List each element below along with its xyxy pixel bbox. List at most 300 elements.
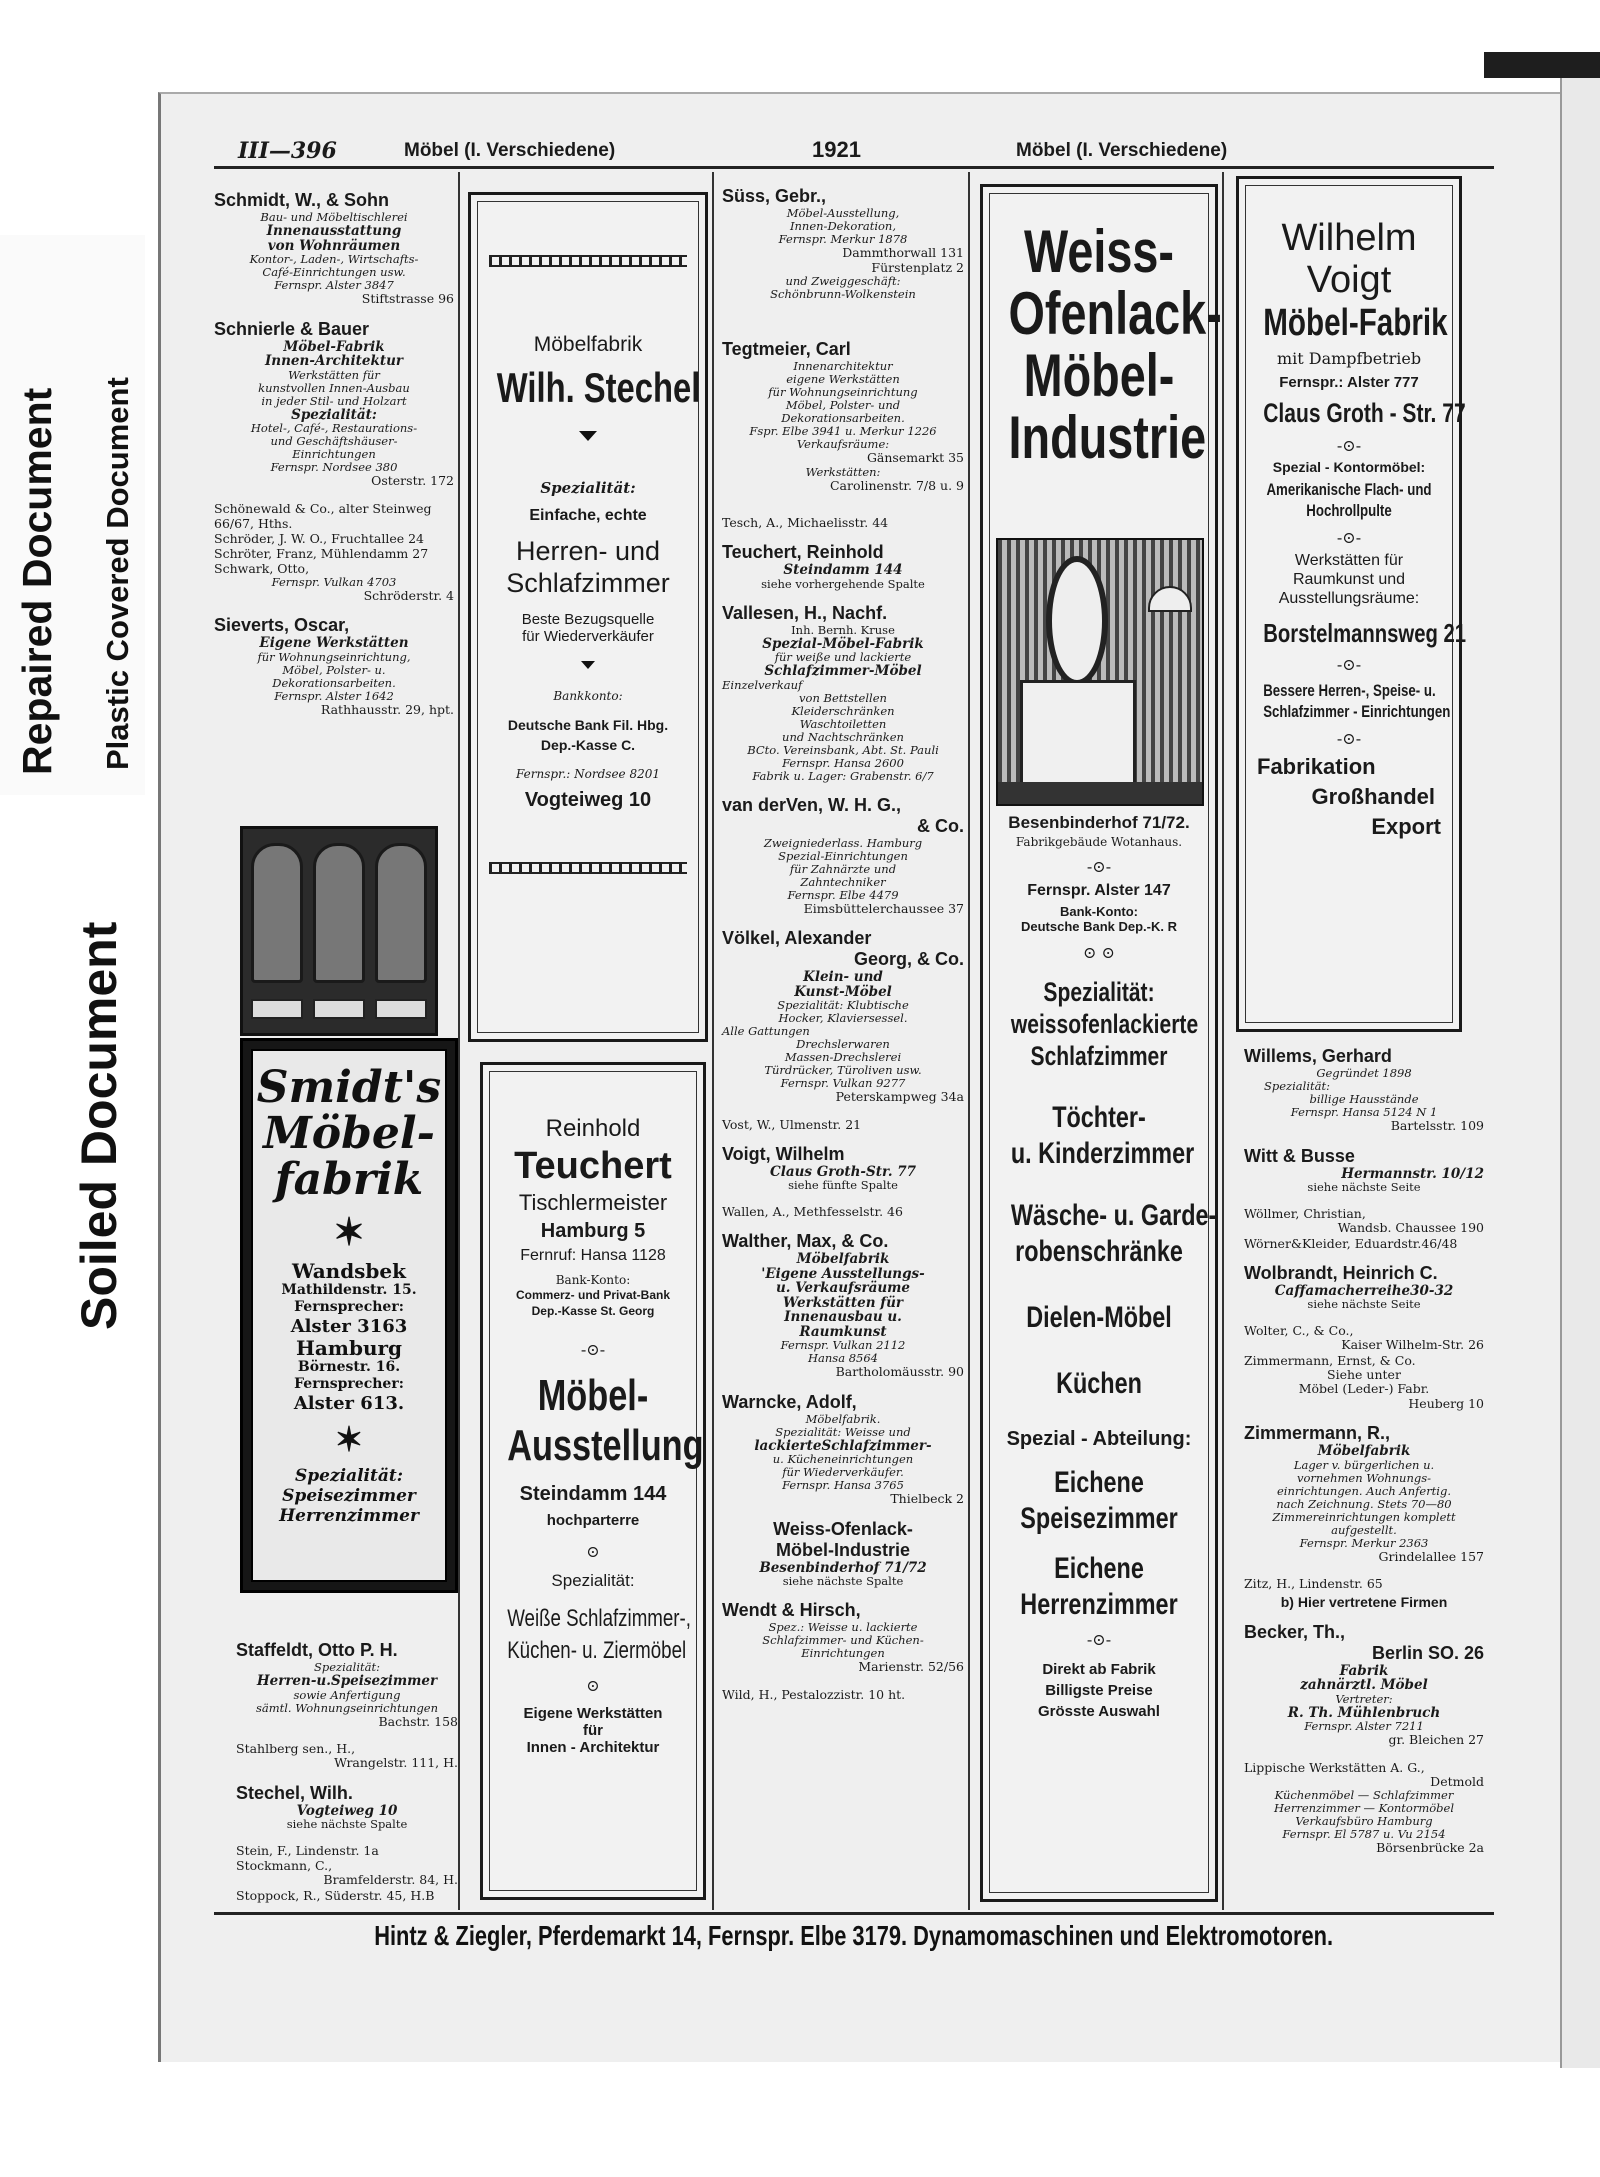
listing-line: Waschtoiletten (799, 716, 887, 731)
listing-address: Fürstenplatz 2 (871, 259, 964, 275)
ad-line: Dep.-Kasse C. (540, 737, 636, 753)
listing-phone: Fernspr. Hansa 3765 (782, 1478, 904, 1492)
listing-line: Kunst-Möbel (794, 983, 892, 1000)
listing-line: Schlafzimmer- und Küchen- (762, 1633, 924, 1647)
ad-line: fabrik (274, 1154, 424, 1205)
listing-line: Klein- und (803, 969, 883, 985)
listing-line: R. Th. Mühlenbruch (1287, 1704, 1441, 1721)
listing-name: Georg, & Co. (853, 949, 964, 969)
listing-line: Werkstätten für (782, 1294, 903, 1311)
listing-line: Schwark, Otto, (214, 560, 310, 576)
listing-group-st (236, 1843, 458, 1903)
teuchert-advertisement (480, 1062, 706, 1900)
listing-vanderven (722, 795, 964, 917)
ad-line: Fernspr. Alster 147 (1027, 882, 1171, 899)
listing-phone: Fernspr. El 5787 u. Vu 2154 (1282, 1827, 1446, 1841)
ad-line: Speisezimmer (1020, 1502, 1178, 1535)
circle-ornament: ⊙ ⊙ (1083, 943, 1115, 962)
listing-line: Werkstätten für (288, 367, 380, 382)
listing-line: Hermannstr. 10/12 (1341, 1165, 1484, 1182)
listing-line: Möbel-Ausstellung, (786, 206, 900, 220)
ad-line: Spezialität: (551, 1571, 635, 1590)
ad-line: Fabrikation (1257, 754, 1376, 779)
listing-wendt (722, 1600, 964, 1675)
listing-name: Becker, Th., (1244, 1621, 1346, 1642)
voigt-advertisement (1236, 176, 1467, 1032)
listing-staffeldt (236, 1640, 458, 1729)
listing-line: Spezialität: (291, 406, 377, 423)
listing-warncke (722, 1392, 964, 1507)
ad-line: Beste Bezugsquelle (521, 611, 655, 628)
listing-suess (722, 186, 964, 301)
ad-line: Bessere Herren-, Speise- u. (1263, 681, 1436, 700)
label-plastic-covered-document: Plastic Covered Document (100, 377, 135, 770)
listing-line: Raumkunst (799, 1323, 887, 1340)
ad-line: Küchen (1056, 1367, 1142, 1400)
listing-address: Grindelallee 157 (1378, 1548, 1484, 1564)
ad-line: Fabrikgebäude Wotanhaus. (1015, 835, 1183, 849)
column-rule (458, 172, 460, 1910)
ad-line: Spezial - Kontormöbel: (1272, 459, 1426, 475)
ad-line: Deutsche Bank Fil. Hbg. (507, 717, 669, 733)
listing-line: Eigene Werkstätten (259, 635, 409, 651)
listing-wallen (722, 1204, 964, 1219)
listing-address: Bramfelderstr. 84, H. (323, 1872, 458, 1887)
listing-line: Massen-Drechslerei (784, 1050, 902, 1064)
column-rule (712, 172, 714, 1910)
ad-line: Steindamm 144 (519, 1483, 667, 1505)
column-1-top (214, 190, 454, 729)
ad-line: u. Kinderzimmer (1010, 1137, 1195, 1170)
listing-line: und Zweiggeschäft: (785, 274, 901, 288)
listing-wild (722, 1687, 964, 1702)
listing-line: siehe nächste Spalte (286, 1817, 408, 1831)
listing-name: Wolbrandt, Heinrich C. (1244, 1262, 1438, 1283)
listing-line: Werkstätten: (805, 464, 881, 479)
listing-line: sämtl. Wohnungseinrichtungen (255, 1700, 439, 1715)
listing-name: Warncke, Adolf, (722, 1391, 857, 1412)
listing-name: Walther, Max, & Co. (722, 1231, 889, 1251)
listing-name: Weiss-Ofenlack- (773, 1518, 913, 1539)
listing-address: gr. Bleichen 27 (1388, 1732, 1484, 1747)
ad-line: Industrie (1008, 404, 1207, 471)
listing-walther (722, 1231, 964, 1380)
listing-phone: Fernspr. Merkur 1878 (778, 232, 908, 246)
ad-line: Spezialität: (540, 479, 636, 497)
listing-line: Spezial-Einrichtungen (778, 848, 908, 863)
listing-line: für Zahnärzte und (789, 861, 897, 876)
listing-name: Möbel-Industrie (776, 1539, 910, 1560)
listing-line: von Bettstellen (799, 690, 887, 705)
ad-line: Eichene (1054, 1466, 1144, 1499)
listing-line: Wild, H., Pestalozzistr. 10 ht. (722, 1686, 906, 1702)
listing-line: Dekorationsarbeiten. (272, 675, 396, 690)
listing-phone: Fspr. Elbe 3941 u. Merkur 1226 (749, 424, 937, 438)
listing-schnierle (214, 319, 454, 489)
listing-line: Stein, F., Lindenstr. 1a (236, 1843, 379, 1858)
listing-line: Lippische Werkstätten A. G., (1244, 1759, 1425, 1775)
ad-line: Hamburg 5 (540, 1220, 646, 1242)
listing-name: Tegtmeier, Carl (722, 339, 851, 359)
listing-voigt (722, 1144, 964, 1193)
ad-line: Spezial - Abteilung: (1006, 1428, 1192, 1450)
listing-line: Möbelfabrik (1317, 1443, 1411, 1459)
listing-line: für Wiederverkäufer. (782, 1465, 904, 1479)
ad-line: Einfache, echte (529, 507, 647, 524)
listing-witt (1244, 1146, 1484, 1195)
listing-line: Innen-Architektur (264, 353, 404, 369)
smidt-advertisement (240, 1038, 458, 1593)
listing-address: Heuberg 10 (1408, 1395, 1484, 1411)
ad-line: Teuchert (514, 1145, 672, 1187)
listing-line: Herren-u.Speisezimmer (256, 1673, 438, 1689)
listing-line: für weiße und lackierte (774, 650, 912, 664)
ad-line: Ausstellung (507, 1421, 704, 1470)
ad-line: Borstelmannsweg 21 (1263, 618, 1467, 648)
listing-willems (1244, 1046, 1484, 1134)
listing-line: Steindamm 144 (783, 562, 903, 578)
page-number: III—396 (238, 138, 337, 164)
listing-line: und Geschäftshäuser- (270, 434, 398, 448)
listing-wolter (1244, 1323, 1484, 1411)
listing-name: Vallesen, H., Nachf. (722, 602, 888, 623)
listing-line: Möbel (Leder-) Fabr. (1298, 1381, 1430, 1396)
listing-address: Wrangelstr. 111, H. (334, 1755, 458, 1770)
listing-line: Herrenzimmer — Kontormöbel (1273, 1801, 1455, 1815)
listing-weiss (722, 1519, 964, 1589)
listing-line: Claus Groth-Str. 77 (769, 1163, 917, 1180)
listing-line: in jeder Stil- und Holzart (261, 393, 407, 408)
ad-line: Amerikanische Flach- und (1266, 480, 1432, 499)
stechel-advertisement (468, 192, 708, 1042)
ad-line: Bank-Konto: (555, 1273, 631, 1287)
listing-line: Möbel, Polster- u. (282, 662, 386, 677)
ad-line: Export (1371, 814, 1441, 839)
listing-schmidt (214, 190, 454, 307)
listing-line: Zweigniederlass. Hamburg (763, 835, 923, 850)
listing-line: Innenausstattung (266, 223, 402, 239)
ad-line: Raumkunst und (1292, 571, 1406, 588)
listing-line: Einzelverkauf (722, 677, 803, 692)
column-5 (1244, 1046, 1484, 1868)
listing-name: Staffeldt, Otto P. H. (236, 1640, 398, 1660)
listing-line: sowie Anfertigung (293, 1687, 401, 1702)
column-rule (968, 172, 970, 1910)
ad-line: Schlafzimmer (1030, 1041, 1168, 1071)
listing-name: Berlin SO. 26 (1371, 1642, 1484, 1663)
footer-advertisement (214, 1920, 1494, 1952)
ad-line: Bank-Konto: (1060, 904, 1138, 919)
listing-line: Zitz, H., Lindenstr. 65 (1244, 1576, 1383, 1591)
listing-line: Möbel-Fabrik (283, 338, 385, 355)
listing-address: Thielbeck 2 (890, 1491, 964, 1506)
ad-line: Reinhold (545, 1115, 641, 1142)
listing-line: einrichtungen. Auch Anfertig. (1276, 1483, 1452, 1498)
listing-line: Verkaufsbüro Hamburg (1295, 1814, 1433, 1828)
ad-line: Fernspr.: Alster 777 (1279, 374, 1419, 391)
listing-woellmer (1244, 1206, 1484, 1251)
ad-line: Möbel- (263, 1108, 435, 1159)
listing-name: Sieverts, Oscar, (214, 615, 350, 635)
listing-zitz (1244, 1576, 1484, 1610)
listing-line: kunstvollen Innen-Ausbau (258, 380, 410, 395)
scan-corner-mark (1484, 52, 1600, 78)
listing-line: Spezial-Möbel-Fabrik (762, 635, 924, 652)
ad-line: Vogteiweg 10 (524, 789, 652, 811)
listing-phone: Fernspr. Alster 1642 (274, 688, 394, 703)
listing-address: Schröderstr. 4 (363, 587, 454, 603)
listing-line: siehe nächste Seite (1307, 1297, 1421, 1311)
listing-line: Einrichtungen (801, 1646, 885, 1660)
listing-stahlberg (236, 1741, 458, 1771)
listing-line: Lager v. bürgerlichen u. (1293, 1457, 1435, 1472)
header-rule (214, 166, 1494, 169)
ad-line: Tischlermeister (518, 1190, 668, 1215)
listing-line: Gegründet 1898 (1316, 1066, 1412, 1080)
ad-line: Hochrollpulte (1306, 501, 1392, 520)
listing-line: vornehmen Wohnungs- (1296, 1470, 1432, 1485)
listing-line: siehe fünfte Spalte (788, 1178, 898, 1192)
listing-line: BCto. Vereinsbank, Abt. St. Pauli (747, 742, 939, 757)
ad-line: Herrenzimmer (1020, 1588, 1178, 1621)
listing-address: Marienstr. 52/56 (858, 1659, 964, 1674)
cabinet-illustration (240, 826, 438, 1036)
ad-line: Direkt ab Fabrik (1042, 1661, 1156, 1678)
listing-name: Schmidt, W., & Sohn (214, 190, 389, 210)
ad-line: Wilh. Stechel (496, 364, 701, 411)
listing-phone: Fernspr. Merkur 2363 (1299, 1535, 1429, 1550)
listing-line: Zahntechniker (800, 874, 886, 889)
ad-line: Spezialität: (294, 1466, 404, 1486)
listing-phone: Fernspr. Alster 7211 (1304, 1719, 1424, 1733)
listing-line: billige Hausstände (1309, 1092, 1419, 1106)
listing-line: Zimmereinrichtungen komplett (1272, 1509, 1456, 1524)
dressing-table-illustration (996, 538, 1204, 806)
listing-line: Möbelfabrik (796, 1251, 890, 1267)
ad-line: robenschränke (1015, 1235, 1183, 1268)
listing-address: Bartelsstr. 109 (1390, 1118, 1484, 1133)
listing-group-s (214, 501, 454, 604)
ad-line: Deutsche Bank Dep.-K. R (1020, 919, 1178, 934)
ad-line: Dep.-Kasse St. Georg (531, 1304, 655, 1318)
listing-line: Fabrik (1339, 1662, 1389, 1679)
listing-phone: Fernspr. Elbe 4479 (787, 887, 899, 902)
ad-line: hochparterre (546, 1512, 640, 1529)
listing-sieverts (214, 615, 454, 717)
ad-line: Ofenlack- (1008, 280, 1222, 347)
ad-line: Großhandel (1311, 784, 1435, 809)
ad-line: Möbel- (537, 1371, 649, 1420)
ad-line: Smidt's (256, 1062, 442, 1113)
listing-line: Einrichtungen (292, 447, 376, 461)
listing-address: Bartholomäusstr. 90 (835, 1364, 964, 1379)
listing-line: Dekorationsarbeiten. (781, 411, 905, 425)
ad-line: Börnestr. 16. (297, 1359, 401, 1375)
listing-line: Bau- und Möbeltischlerei (260, 210, 408, 224)
ad-line: Billigste Preise (1045, 1682, 1153, 1699)
ad-line: Bankkonto: (553, 689, 623, 703)
ad-line: Fernsprecher: (294, 1376, 404, 1392)
listing-line: Spezialität: Klubtische (777, 998, 909, 1012)
listing-line: Möbel, Polster- und (785, 398, 901, 412)
header-right-title: Möbel (I. Verschiedene) (1016, 140, 1228, 161)
ad-line: Möbel-Fabrik (1263, 302, 1448, 344)
ad-line: Herrenzimmer (279, 1506, 419, 1526)
circle-ornament: ⊙ (586, 1542, 600, 1561)
ad-line: Töchter- (1052, 1101, 1146, 1134)
listing-address: Fabrik u. Lager: Grabenstr. 6/7 (752, 768, 934, 783)
ad-line: Voigt (1306, 259, 1392, 301)
listing-line: Spezialität: Weisse und (775, 1424, 911, 1439)
label-repaired-document: Repaired Document (14, 387, 60, 775)
listing-name: Teuchert, Reinhold (722, 542, 884, 562)
listing-address: Peterskampweg 34a (835, 1089, 964, 1104)
listing-address: Börsenbrücke 2a (1376, 1840, 1484, 1855)
listing-line: Küchenmöbel — Schlafzimmer (1274, 1788, 1454, 1802)
ad-line: für Wiederverkäufer (522, 628, 654, 645)
ad-line: weissofenlackierte (1010, 1009, 1199, 1039)
listing-line: Caffamacherreihe30-32 (1274, 1282, 1454, 1299)
listing-address: Gänsemarkt 35 (866, 450, 964, 465)
listing-name: Zimmermann, R., (1244, 1423, 1391, 1443)
ad-line: Fernspr.: Nordsee 8201 (515, 767, 661, 781)
listing-name: Witt & Busse (1244, 1145, 1355, 1166)
circle-ornament: -⊙- (1086, 857, 1112, 876)
listing-line: Innen-Dekoration, (789, 219, 896, 233)
listing-line: Kleiderschränken (791, 703, 895, 718)
ad-line: Schlafzimmer - Einrichtungen (1263, 702, 1451, 721)
listing-line: Stahlberg sen., H., (236, 1741, 356, 1756)
circle-ornament: -⊙- (1336, 528, 1362, 547)
listing-line: Alle Gattungen (722, 1024, 810, 1038)
ad-line: Möbelfabrik (533, 333, 643, 356)
ad-line: Eichene (1054, 1552, 1144, 1585)
ad-line: Hamburg (295, 1336, 403, 1360)
listing-line: Hocker, Klaviersessel. (778, 1011, 908, 1025)
ad-line: für (583, 1722, 603, 1739)
listing-line: Detmold (1430, 1773, 1484, 1789)
listing-line: Wallen, A., Methfesselstr. 46 (722, 1204, 903, 1219)
listing-line: eigene Werkstätten (786, 372, 900, 386)
listing-zimmermann-r (1244, 1423, 1484, 1564)
header-year: 1921 (812, 137, 861, 162)
listing-address: Wandsb. Chaussee 190 (1337, 1220, 1484, 1235)
listing-line: Schlafzimmer-Möbel (764, 663, 922, 679)
listing-phone: Fernspr. Hansa 5124 N 1 (1290, 1105, 1438, 1119)
column-3 (722, 186, 964, 1714)
listing-teuchert (722, 542, 964, 591)
circle-ornament: -⊙- (580, 1340, 606, 1359)
label-soiled-document: Soiled Document (71, 921, 127, 1330)
listing-line: zahnärztl. Möbel (1300, 1677, 1428, 1693)
listing-line: Zimmermann, Ernst, & Co. (1244, 1352, 1416, 1368)
listing-address: Kaiser Wilhelm-Str. 26 (1341, 1337, 1484, 1352)
listing-line: Schröder, J. W. O., Fruchtallee 24 (214, 530, 424, 546)
listing-line: und Nachtschränken (782, 729, 904, 744)
ad-line: Claus Groth - Str. 77 (1263, 398, 1466, 428)
listing-stechel (236, 1783, 458, 1832)
listing-address: Bachstr. 158 (378, 1713, 458, 1729)
listing-line: Vertreter: (1335, 1691, 1393, 1706)
listing-line: von Wohnräumen (267, 237, 401, 254)
listing-line: Spezialität: (1264, 1079, 1330, 1093)
weiss-ad-details (986, 812, 1217, 1720)
footer-rule (214, 1912, 1494, 1915)
listing-address: Carolinenstr. 7/8 u. 9 (829, 477, 964, 493)
ad-line: Werkstätten für (1294, 552, 1404, 569)
listing-line: Wörner&Kleider, Eduardstr.46/48 (1244, 1235, 1458, 1251)
listing-line: Tesch, A., Michaelisstr. 44 (722, 515, 889, 530)
footer-text: Hintz & Ziegler, Pferdemarkt 14, Fernspr. Elbe 3179. Dynamomaschinen und Elektromotoren. (374, 1920, 1334, 1951)
ad-line: Schlafzimmer (506, 568, 670, 598)
ad-line: Speisezimmer (282, 1486, 416, 1506)
ad-line: Innen - Architektur (526, 1739, 660, 1756)
listing-line: Schönbrunn-Wolkenstein (770, 287, 916, 301)
listing-line: 'Eigene Ausstellungs- (761, 1265, 925, 1282)
listing-line: u. Kücheneinrichtungen (772, 1452, 914, 1466)
listing-address: Eimsbüttelerchaussee 37 (803, 900, 964, 916)
circle-ornament: -⊙- (1086, 1630, 1112, 1649)
listing-line: Spez.: Weisse u. lackierte (768, 1620, 918, 1634)
listing-line: für Wohnungseinrichtung (768, 385, 918, 399)
listing-lippische (1244, 1760, 1484, 1856)
circle-ornament: -⊙- (1336, 729, 1362, 748)
listing-line: Kontor-, Laden-, Wirtschafts- (249, 252, 419, 266)
listing-phone: Fernspr. Nordsee 380 (270, 460, 398, 474)
listing-name: Voigt, Wilhelm (722, 1143, 845, 1164)
ad-line: Mathildenstr. 15. (281, 1282, 417, 1298)
listing-line: Spezialität: (314, 1660, 380, 1674)
ad-line: Wandsbek (291, 1259, 407, 1283)
ad-line: Herren- und (515, 536, 661, 566)
listing-becker (1244, 1622, 1484, 1748)
listing-vallesen (722, 603, 964, 783)
ad-line: Dielen-Möbel (1026, 1301, 1172, 1334)
ad-line: Grösste Auswahl (1038, 1703, 1160, 1720)
ad-line: mit Dampfbetrieb (1276, 349, 1422, 368)
ad-line: Küchen- u. Ziermöbel (507, 1637, 687, 1664)
listing-tesch (722, 515, 964, 530)
star-icon: ✶ (333, 1209, 365, 1254)
listing-address: Rathhausstr. 29, hpt. (320, 701, 454, 717)
ad-line: Spezialität: (1043, 977, 1155, 1007)
listing-line: Innenarchitektur (793, 359, 893, 373)
star-icon: ✶ (334, 1420, 364, 1460)
listing-phone: Fernspr. Vulkan 2112 (780, 1338, 906, 1352)
ad-line: Alster 3163 (290, 1316, 408, 1337)
listing-line: Stockmann, C., (236, 1858, 333, 1873)
column-1-bottom (236, 1640, 458, 1915)
listing-line: u. Verkaufsräume (775, 1280, 911, 1296)
circle-ornament: -⊙- (1336, 436, 1362, 455)
ad-line: Möbel- (1023, 342, 1175, 409)
listing-name: Völkel, Alexander (722, 928, 872, 948)
ad-line: Wäsche- u. Garde- (1010, 1199, 1217, 1232)
listing-name: van derVen, W. H. G., (722, 794, 902, 815)
listing-name: Wendt & Hirsch, (722, 1600, 861, 1620)
listing-phone: Fernspr. Alster 3847 (274, 278, 394, 292)
listing-line: Schönewald & Co., alter Steinweg 66/67, Hths. (214, 500, 432, 531)
listing-phone: Fernspr. Hansa 2600 (782, 755, 904, 770)
listing-name: Süss, Gebr., (722, 186, 827, 206)
listing-line: siehe nächste Spalte (782, 1574, 904, 1588)
listing-line: nach Zeichnung. Stets 70—80 (1276, 1496, 1452, 1511)
ad-line: Ausstellungsräume: (1278, 590, 1420, 607)
listing-line: Wolter, C., & Co., (1244, 1323, 1354, 1338)
listing-phone: Fernspr. Vulkan 9277 (780, 1076, 906, 1090)
listing-line: aufgestellt. (1331, 1522, 1397, 1537)
listing-address: Osterstr. 172 (371, 473, 454, 488)
